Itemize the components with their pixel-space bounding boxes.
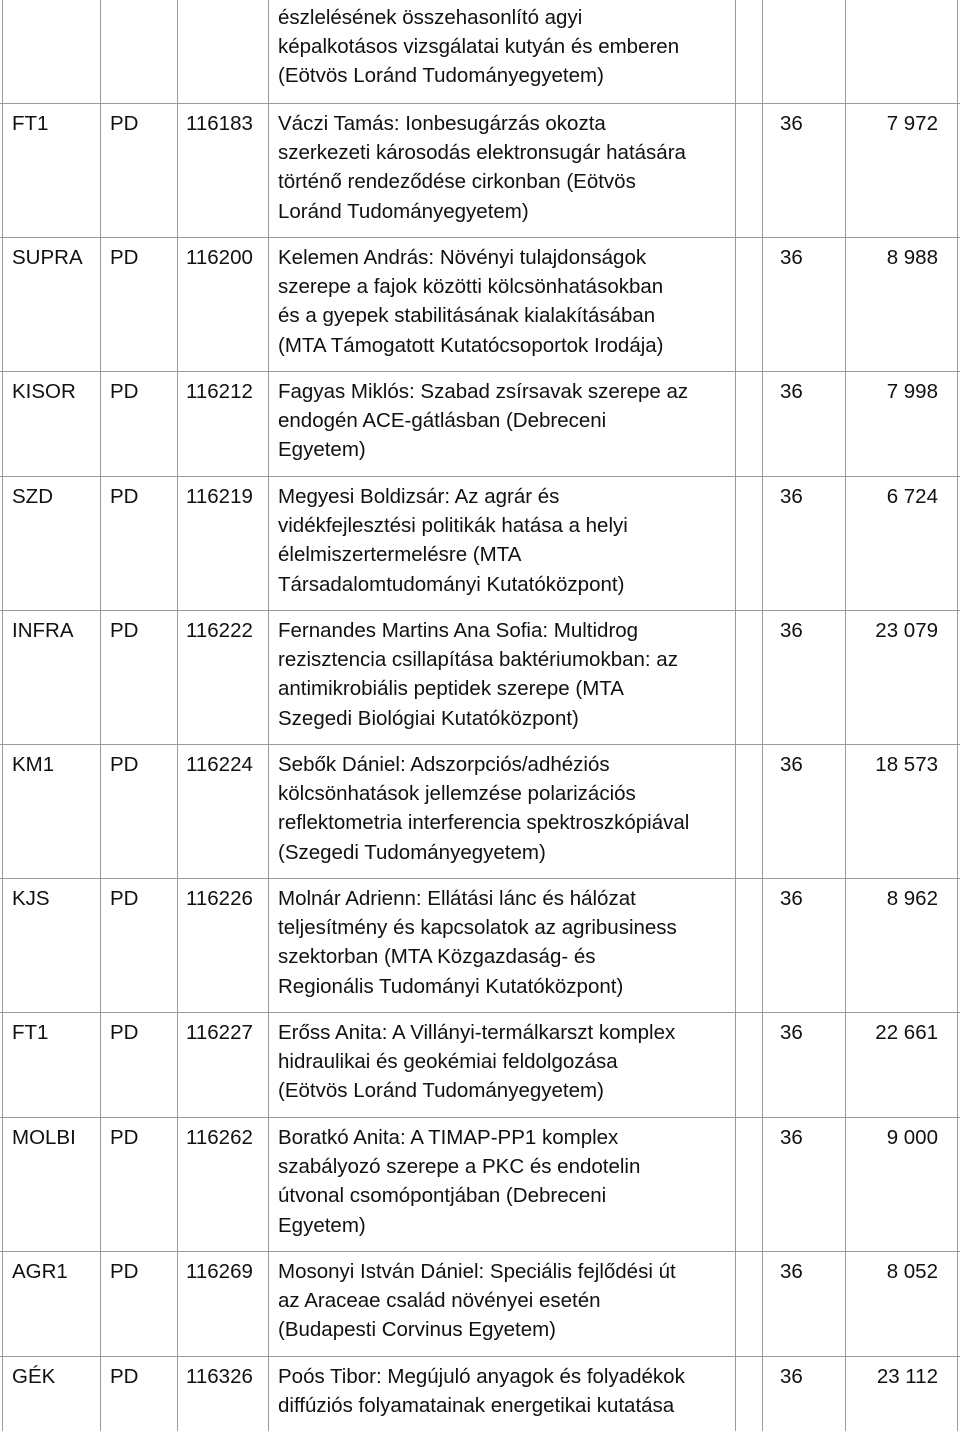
funding-amount: 18 573 <box>875 753 938 776</box>
row-divider <box>0 610 960 611</box>
title-line: észlelésének összehasonlító agyi <box>278 6 583 29</box>
row-divider <box>0 476 960 477</box>
project-title <box>278 884 733 1001</box>
grant-id: 116326 <box>186 1365 253 1388</box>
panel-code: SUPRA <box>12 246 83 269</box>
funding-amount: 8 988 <box>886 246 938 269</box>
grant-type: PD <box>110 380 139 403</box>
grant-type: PD <box>110 485 139 508</box>
title-line: rezisztencia csillapítása baktériumokban: az <box>278 648 678 672</box>
panel-code: INFRA <box>12 619 74 642</box>
grant-type: PD <box>110 619 139 642</box>
grant-id: 116226 <box>186 887 253 910</box>
column-divider <box>2 0 3 1431</box>
row-divider <box>0 1012 960 1013</box>
grant-id: 116219 <box>186 485 253 508</box>
row-divider <box>0 878 960 879</box>
duration-months: 36 <box>780 1365 803 1388</box>
title-line: Egyetem) <box>278 438 366 462</box>
panel-code: KJS <box>12 887 50 910</box>
grant-type: PD <box>110 753 139 776</box>
column-divider <box>100 0 101 1431</box>
duration-months: 36 <box>780 887 803 910</box>
project-title <box>278 1362 733 1420</box>
title-line: teljesítmény és kapcsolatok az agribusiness <box>278 916 677 940</box>
funding-amount: 8 052 <box>886 1260 938 1283</box>
grant-type: PD <box>110 1260 139 1283</box>
title-line: Erőss Anita: A Villányi-termálkarszt komplex <box>278 1021 676 1044</box>
title-line: Regionális Tudományi Kutatóközpont) <box>278 974 624 998</box>
row-divider <box>0 103 960 104</box>
duration-months: 36 <box>780 1021 803 1044</box>
title-line: történő rendeződése cirkonban (Eötvös <box>278 170 636 194</box>
title-line: Fernandes Martins Ana Sofia: Multidrog <box>278 619 639 642</box>
funding-amount: 23 079 <box>875 619 938 642</box>
title-line: Molnár Adrienn: Ellátási lánc és hálózat <box>278 887 636 910</box>
title-line: szektorban (MTA Közgazdaság- és <box>278 945 596 969</box>
project-title <box>278 377 733 465</box>
duration-months: 36 <box>780 246 803 269</box>
title-line: útvonal csomópontjában (Debreceni <box>278 1184 607 1208</box>
title-line: kölcsönhatások jellemzése polarizációs <box>278 782 636 806</box>
funding-amount: 22 661 <box>875 1021 938 1044</box>
title-line: és a gyepek stabilitásának kialakításában <box>278 304 656 328</box>
title-line: Poós Tibor: Megújuló anyagok és folyadékok <box>278 1365 685 1388</box>
duration-months: 36 <box>780 1260 803 1283</box>
project-title <box>278 616 733 733</box>
title-line: szerepe a fajok közötti kölcsönhatásokban <box>278 275 664 299</box>
row-divider <box>0 1251 960 1252</box>
project-title <box>278 1123 733 1240</box>
column-divider <box>735 0 736 1431</box>
project-title <box>278 1018 733 1106</box>
project-title <box>278 3 733 91</box>
title-line: élelmiszertermelésre (MTA <box>278 543 522 567</box>
funding-amount: 6 724 <box>886 485 938 508</box>
panel-code: AGR1 <box>12 1260 68 1283</box>
title-line: képalkotásos vizsgálatai kutyán és emberen <box>278 35 680 59</box>
panel-code: KM1 <box>12 753 55 776</box>
grant-id: 116212 <box>186 380 253 403</box>
grant-id: 116222 <box>186 619 253 642</box>
grant-type: PD <box>110 1126 139 1149</box>
title-line: Sebők Dániel: Adszorpciós/adhéziós <box>278 753 610 776</box>
panel-code: GÉK <box>12 1365 56 1388</box>
title-line: szabályozó szerepe a PKC és endotelin <box>278 1155 641 1179</box>
title-line: diffúziós folyamatainak energetikai kutatása <box>278 1394 675 1418</box>
column-divider <box>957 0 958 1431</box>
duration-months: 36 <box>780 753 803 776</box>
title-line: Szegedi Biológiai Kutatóközpont) <box>278 706 579 730</box>
row-divider <box>0 744 960 745</box>
panel-code: FT1 <box>12 112 49 135</box>
title-line: Egyetem) <box>278 1213 366 1237</box>
grant-id: 116262 <box>186 1126 253 1149</box>
column-divider <box>268 0 269 1431</box>
title-line: (Szegedi Tudományegyetem) <box>278 840 546 864</box>
title-line: (Eötvös Loránd Tudományegyetem) <box>278 1079 604 1103</box>
column-divider <box>845 0 846 1431</box>
funding-amount: 9 000 <box>886 1126 938 1149</box>
project-title <box>278 243 733 360</box>
title-line: (MTA Támogatott Kutatócsoportok Irodája) <box>278 333 664 357</box>
title-line: reflektometria interferencia spektroszkópiával <box>278 811 690 835</box>
title-line: Társadalomtudományi Kutatóközpont) <box>278 572 625 596</box>
project-title <box>278 750 733 867</box>
title-line: (Eötvös Loránd Tudományegyetem) <box>278 64 604 88</box>
title-line: az Araceae család növényei esetén <box>278 1289 601 1313</box>
grant-type: PD <box>110 112 139 135</box>
grant-type: PD <box>110 1021 139 1044</box>
grant-type: PD <box>110 1365 139 1388</box>
duration-months: 36 <box>780 1126 803 1149</box>
project-title <box>278 482 733 599</box>
title-line: endogén ACE-gátlásban (Debreceni <box>278 409 607 433</box>
title-line: hidraulikai és geokémiai feldolgozása <box>278 1050 618 1074</box>
panel-code: FT1 <box>12 1021 49 1044</box>
funding-amount: 23 112 <box>876 1365 938 1388</box>
grant-id: 116224 <box>186 753 253 776</box>
duration-months: 36 <box>780 619 803 642</box>
column-divider <box>177 0 178 1431</box>
grant-type: PD <box>110 887 139 910</box>
grant-id: 116183 <box>186 112 253 135</box>
panel-code: KISOR <box>12 380 76 403</box>
grant-id: 116227 <box>186 1021 253 1044</box>
title-line: (Budapesti Corvinus Egyetem) <box>278 1318 557 1342</box>
title-line: Loránd Tudományegyetem) <box>278 199 529 223</box>
title-line: vidékfejlesztési politikák hatása a helyi <box>278 514 628 538</box>
row-divider <box>0 371 960 372</box>
title-line: antimikrobiális peptidek szerepe (MTA <box>278 677 624 701</box>
title-line: szerkezeti károsodás elektronsugár hatására <box>278 141 686 165</box>
grant-type: PD <box>110 246 139 269</box>
column-divider <box>762 0 763 1431</box>
project-title <box>278 109 733 226</box>
title-line: Fagyas Miklós: Szabad zsírsavak szerepe az <box>278 380 689 403</box>
project-title <box>278 1257 733 1345</box>
duration-months: 36 <box>780 485 803 508</box>
duration-months: 36 <box>780 380 803 403</box>
funding-amount: 7 998 <box>886 380 938 403</box>
title-line: Váczi Tamás: Ionbesugárzás okozta <box>278 112 606 135</box>
title-line: Kelemen András: Növényi tulajdonságok <box>278 246 647 269</box>
row-divider <box>0 1356 960 1357</box>
funding-amount: 7 972 <box>886 112 938 135</box>
funding-amount: 8 962 <box>886 887 938 910</box>
duration-months: 36 <box>780 112 803 135</box>
grant-id: 116269 <box>186 1260 253 1283</box>
panel-code: MOLBI <box>12 1126 76 1149</box>
panel-code: SZD <box>12 485 53 508</box>
title-line: Boratkó Anita: A TIMAP-PP1 komplex <box>278 1126 619 1149</box>
grant-id: 116200 <box>186 246 253 269</box>
title-line: Megyesi Boldizsár: Az agrár és <box>278 485 560 508</box>
row-divider <box>0 237 960 238</box>
row-divider <box>0 1117 960 1118</box>
title-line: Mosonyi István Dániel: Speciális fejlődési út <box>278 1260 676 1283</box>
